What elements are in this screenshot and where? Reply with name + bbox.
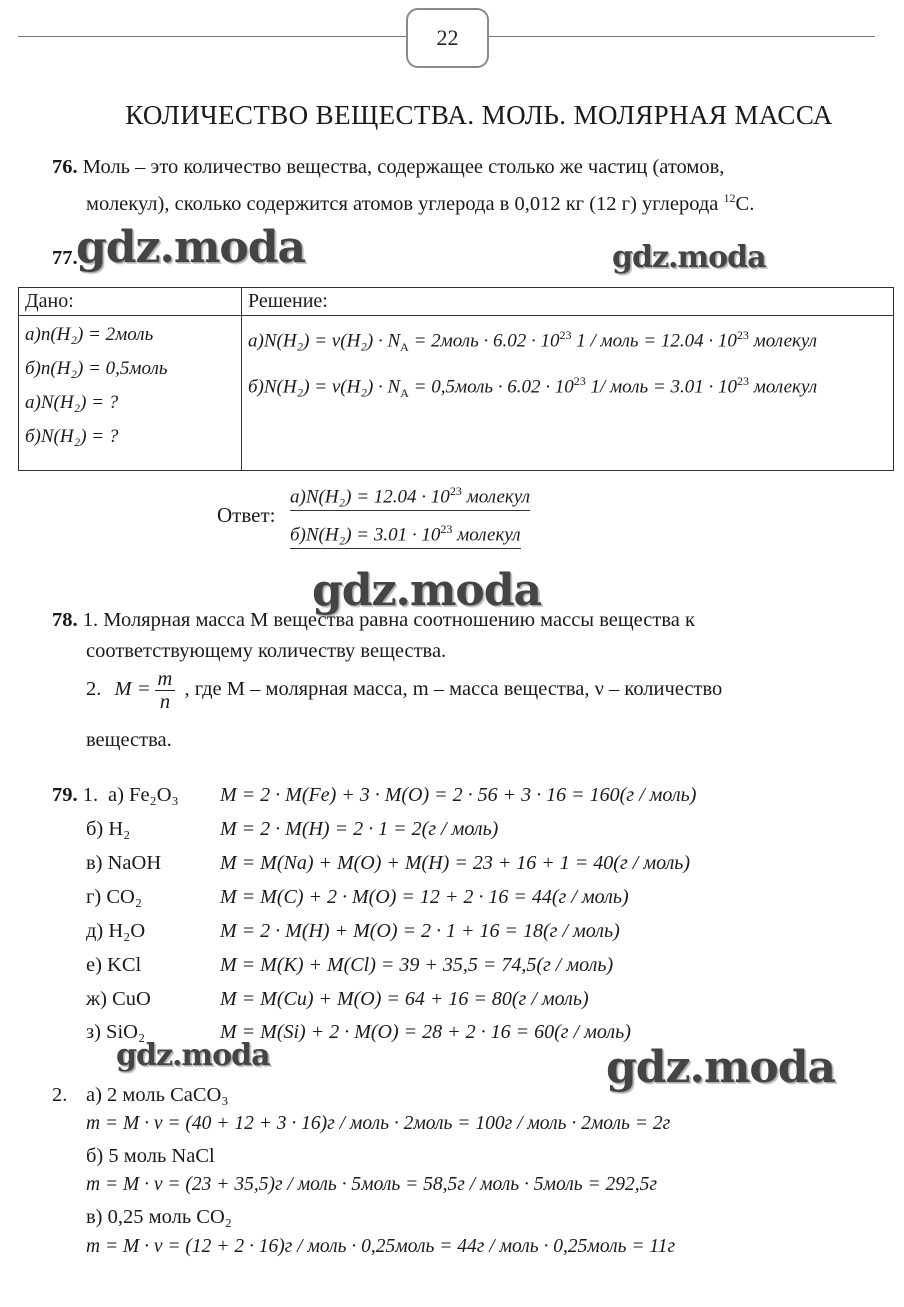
problem-77-number [52,243,78,274]
fraction-numerator: m [155,668,176,691]
problem-78-line2: соответствующему количеству вещества. [86,640,447,662]
given-line: а)n(H₂) = 2моль [25,324,154,345]
solution-line-b: $б)N(H_2) = \nu(H_2) \cdot N_A$ = 0,5моль · $6.02 \cdot 10^{23}$ 1/ моль = $3.01 \cdot 10^{23}$ молекул [248,374,818,401]
problem-76-line1: Моль – это количество вещества, содержащее столько же частиц (атомов, [82,156,725,178]
item-2-number: 2. [86,678,102,701]
carbon-symbol: С. [735,192,755,215]
header-rule-right [487,36,875,37]
given-line: б)n(H₂) = 0,5моль [25,358,168,379]
problem-78-line1: 1. Молярная масса М вещества равна соотношению массы вещества к [82,609,695,631]
formula-explanation: , где М – молярная масса, m – масса вещества, ν – количество [184,678,723,701]
mass-task-equation: m = M · ν = (12 + 2 · 16)г / моль · 0,25моль = 44г / моль · 0,25моль = 11г [86,1236,676,1257]
answer-label: Ответ: [217,503,276,527]
watermark-2: gdz.moda [612,240,766,275]
watermark-4: gdz.moda [116,1038,270,1073]
answer-line-a: $а)N(H_2) = 12.04 \cdot 10^{23}$ молекул [290,484,530,511]
problem-76 [52,152,876,183]
problem-77-num-text: 77. [52,247,78,269]
mass-task-equation: m = M · ν = (40 + 12 + 3 · 16)г / моль · 2моль = 100г / моль · 2моль = 2г [86,1113,671,1134]
answer-line-b: $б)N(H_2) = 3.01 \cdot 10^{23}$ молекул [290,522,521,549]
part-2-number: 2. [52,1084,68,1106]
problem-78-line4: вещества. [86,729,172,751]
solution-line-a: $а)N(H_2) = \nu(H_2) \cdot N_A$ = 2моль · $6.02 \cdot 10^{23}$ 1 / моль = $12.04 \cdot 10^{23}$ молекул [248,328,818,355]
given-line: б)N(H₂) = ? [25,426,119,447]
molar-mass-fraction [155,668,176,713]
solution-cell [242,316,894,471]
given-solution-table [18,287,894,471]
watermark-5: gdz.moda [606,1042,836,1093]
problem-76-line2: молекул), сколько содержится атомов углерода в 0,012 кг (12 г) углерода [86,192,724,215]
problem-76-number: 76. [52,156,78,178]
mass-task-label: б) 5 моль NaCl [86,1145,215,1167]
problem-78 [52,605,876,636]
solution-header: Решение: [242,288,894,316]
mass-task-equation: m = M · ν = (23 + 35,5)г / моль · 5моль = 58,5г / моль · 5моль = 292,5г [86,1174,658,1195]
formula-lhs: M = [114,678,151,701]
given-cell [19,316,242,471]
mass-task-label: в) 0,25 моль CO₂ [86,1206,232,1228]
given-line: а)N(H₂) = ? [25,392,119,413]
problem-78-number: 78. [52,609,78,631]
fraction-denominator: n [159,691,171,713]
problem-76-cont [86,183,886,220]
page-number: 22 [406,8,489,68]
watermark-3: gdz.moda [312,565,542,616]
section-title: КОЛИЧЕСТВО ВЕЩЕСТВА. МОЛЬ. МОЛЯРНАЯ МАССА [125,100,833,130]
header-rule-left [18,36,406,37]
mass-task-label: а) 2 моль CaCO₃ [86,1084,229,1106]
given-header: Дано: [19,288,242,316]
watermark-1: gdz.moda [76,222,306,273]
problem-78-item2 [86,668,876,713]
problem-79-number: 79. 1. [52,784,99,806]
isotope-superscript: 12 [723,191,736,205]
